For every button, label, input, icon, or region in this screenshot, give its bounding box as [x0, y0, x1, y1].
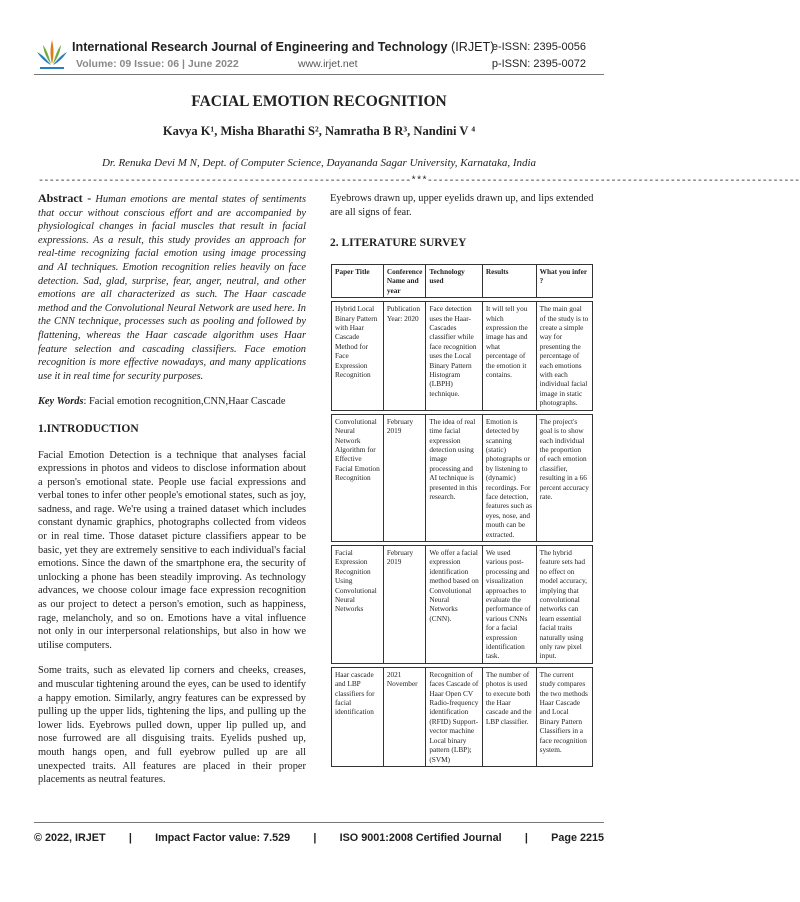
- intro-paragraph-2: Some traits, such as elevated lip corners and cheeks, creases, and muscular tightening around the eyes, can be used to identify a happy emotion. Similarly, angry features can be expressed by pulling up the upper lids, tightening the lips, and pulling up the lower lids. Eyebrows pulled down, upper lip pulled up, and nose furrowed are all disguising traits. Eyelids pushed up, mouth hangs open, and full eyebrow pulled up are all unexpected traits. All features are placed in their proper placements as neutral features.: [38, 665, 306, 786]
- table-row: [332, 302, 593, 410]
- footer-divider: |: [524, 832, 528, 844]
- affiliation: Dr. Renuka Devi M N, Dept. of Computer Science, Dayananda Sagar University, Karnataka, India: [101, 157, 537, 169]
- paper-title: FACIAL EMOTION RECOGNITION: [191, 93, 447, 110]
- table-cell: February 2019: [383, 545, 426, 663]
- table-row: [332, 414, 593, 541]
- table-cell: The idea of real time facial expression detection using image processing and AI technique is presented in this research.: [426, 414, 482, 541]
- keywords-text: : Facial emotion recognition,CNN,Haar Cascade: [83, 396, 286, 408]
- footer-impact: Impact Factor value: 7.529: [155, 832, 291, 844]
- table-cell: The main goal of the study is to create a simple way for presenting the percentage of each emotions with each individual facial image in static photographs.: [536, 302, 592, 410]
- authors: Kavya K¹, Misha Bharathi S², Namratha B R³, Nandini V ⁴: [162, 124, 476, 138]
- table-row: [332, 545, 593, 663]
- table-cell: Publication Year: 2020: [383, 302, 426, 410]
- keywords: [38, 395, 306, 409]
- right-column: [330, 192, 598, 263]
- footer-rule: [34, 822, 604, 823]
- keywords-label: Key Words: [38, 396, 84, 408]
- table-header: Results: [482, 265, 536, 298]
- footer-divider: |: [313, 832, 317, 844]
- table-cell: Recognition of faces Cascade of Haar Open CV Radio-frequency identification (RFID) Support-vector machine Local binary pattern (LBP); (SVM): [426, 667, 482, 766]
- table-cell: We offer a facial expression identification method based on Convolutional Neural Networks (CNN).: [426, 545, 482, 663]
- volume-issue: Volume: 09 Issue: 06 | June 2022: [76, 58, 239, 70]
- table-row: [332, 667, 593, 766]
- abstract: [38, 192, 306, 383]
- table-cell: The project's goal is to show each individual the proportion of each emotion classifier, resulting in a 66 percent accuracy rate.: [536, 414, 592, 541]
- table-cell: Haar cascade and LBP classifiers for facial identification: [332, 667, 384, 766]
- table-cell: Convolutional Neural Network Algorithm for Effective Facial Emotion Recognition: [332, 414, 384, 541]
- table-cell: Face detection uses the Haar-Cascades classifier while face recognition uses the Local Binary Pattern Histogram (LBPH) technique.: [426, 302, 482, 410]
- table-cell: Hybrid Local Binary Pattern with Haar Cascade Method for Face Expression Recognition: [332, 302, 384, 410]
- table-cell: We used various post-processing and visualization approaches to evaluate the performance of various CNNs for a facial expression identification task.: [482, 545, 536, 663]
- table-cell: February 2019: [383, 414, 426, 541]
- intro-heading: 1.INTRODUCTION: [38, 422, 139, 435]
- table-cell: 2021 November: [383, 667, 426, 766]
- table-cell: The hybrid feature sets had no effect on model accuracy, implying that convolutional networks can learn essential facial traits naturally using only raw pixel input.: [536, 545, 592, 663]
- table-header: Paper Title: [332, 265, 384, 298]
- e-issn: e-ISSN: 2395-0056: [491, 41, 586, 53]
- irjet-logo-icon: [34, 36, 70, 72]
- table-cell: Emotion is detected by scanning (static) photographs or by listening to (dynamic) recordings. For face detection, features such as eyes, nose, and mouth can be extracted.: [482, 414, 536, 541]
- footer-iso: ISO 9001:2008 Certified Journal: [339, 832, 502, 844]
- table-header: Conference Name and year: [383, 265, 426, 298]
- table-header: Technology used: [426, 265, 482, 298]
- abstract-text: Human emotions are mental states of sentiments that occur without conscious effort and are accompanied by physiological changes in facial muscles that result in facial expressions. As a result, this study provides an approach for real-time recognizing facial emotion using image processing and AI techniques. Emotion recognition relies heavily on face detection. Sad, glad, surprise, fear, anger, neutral, and other emotions are all characterized as such. The Haar cascade method and the Convolutional Neural Network are used here. In the CNN technique, processes such as pooling and followed by flattening, whereas the Haar cascade algorithm uses Haar feature selection and cascading classifiers. Face emotion recognition is more effective nowadays, and many applications use it in real time for security purposes.: [38, 194, 306, 382]
- header-rule: [34, 74, 604, 75]
- table-header-row: [332, 265, 593, 298]
- footer-divider: |: [128, 832, 132, 844]
- table-header: What you infer ?: [536, 265, 592, 298]
- table-cell: It will tell you which expression the image has and what percentage of the emotion it contains.: [482, 302, 536, 410]
- section-separator: ---------------------------------------------------------------------***---------------------------------------------------------------------: [38, 176, 800, 187]
- table-cell: Facial Expression Recognition Using Convolutional Neural Networks: [332, 545, 384, 663]
- journal-abbr: (IRJET): [451, 40, 495, 54]
- footer-copyright: © 2022, IRJET: [34, 832, 106, 844]
- literature-table: [331, 264, 593, 767]
- intro-paragraph-3: Eyebrows drawn up, upper eyelids drawn up, and lips extended are all signs of fear.: [330, 193, 594, 218]
- abstract-label: Abstract -: [38, 191, 92, 205]
- table-cell: The current study compares the two methods Haar Cascade and Local Binary Pattern Classifiers in a face recognition system.: [536, 667, 592, 766]
- website-link[interactable]: www.irjet.net: [298, 58, 358, 70]
- left-column: [38, 192, 306, 799]
- table-cell: The number of photos is used to execute both the Haar cascade and the LBP classifier.: [482, 667, 536, 766]
- intro-paragraph-1: Facial Emotion Detection is a technique that analyses facial expressions in photos and videos to disclose information about a person's emotional state. People use facial expressions and verbal tones to infer other people's emotional states, such as joy, sadness, and rage. We're using a trained dataset which includes constant dynamic graphics, photographs collected from videos or in real time. Those dataset picture classifiers appear to be basic, yet they are extremely sensitive to each individual's facial emotions. Since the dawn of the smartphone era, the security of unlocking a phone has been steadily improving. As technology advances, we choose colour image face expression recognition as our project to detect a person's emotion, such as happiness, rage, melancholy, and so on. Emotions have a vital influence not only in our interpersonal relationships, but also in how we utilise computers.: [38, 449, 306, 651]
- literature-heading: 2. LITERATURE SURVEY: [330, 237, 467, 250]
- footer: [34, 832, 604, 844]
- footer-page: Page 2215: [551, 832, 604, 844]
- journal-name: International Research Journal of Engineering and Technology (IRJET): [72, 40, 495, 54]
- p-issn: p-ISSN: 2395-0072: [491, 58, 586, 70]
